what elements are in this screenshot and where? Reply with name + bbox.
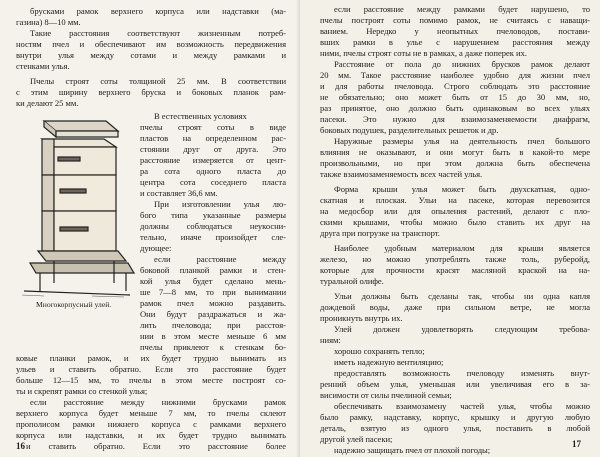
text-line: другой улей пасеки; xyxy=(320,434,393,444)
text-line: раз принятое, оно должно быть одинаковым во всех ульях xyxy=(320,103,590,113)
text-line: ковые планки рамок, и их будет трудно вынимать из xyxy=(16,353,286,363)
text-line: скатная и плоская. Ульи на пасеке, которая перевозится xyxy=(320,195,590,205)
text-line: корпуса или надставки, и их будет трудно вынимать xyxy=(16,430,286,440)
text-line: газина) 8—10 мм. xyxy=(16,17,81,27)
text-line: ра сота одного пласта до xyxy=(140,166,286,176)
text-line: также взаимозаменяемость всех частей улья. xyxy=(320,169,483,179)
text-line: и для работы пчеловода. Строго соблюдать это расстояние xyxy=(320,81,590,91)
text-line: деталь, взятую из одного улья, поставить в любой xyxy=(320,423,590,433)
text-line: на медосбор или для опыления растений, делают с пло- xyxy=(320,206,590,216)
text-line: если расстояние между нижними брусками рамок xyxy=(30,397,286,407)
text-line: Улей должен удовлетворять следующим требова- xyxy=(334,324,590,334)
text-line: и ставить обратно. Если это расстояние более xyxy=(26,441,286,451)
text-line: внутри улья между сотами и между рамками и xyxy=(16,50,286,60)
text-line: не обязательно; оно может быть от 15 до 30 мм, но, xyxy=(320,92,590,102)
text-line: кой улья будет сделано мень- xyxy=(140,276,286,286)
text-line: туральной олифе. xyxy=(320,276,384,286)
text-line: прополисом рамки нижнего корпуса с рамками верхнего xyxy=(16,419,286,429)
text-line: боковой планкой рамки и стен- xyxy=(140,265,286,275)
text-line: центра сота соседнего пласта xyxy=(140,177,286,187)
text-line: должны соблюдаться неукосни- xyxy=(140,221,286,231)
right-page xyxy=(300,0,600,457)
figure-caption: Многокорпусный улей. xyxy=(36,300,112,309)
text-line: лить пчеловода; при расстоя- xyxy=(140,320,286,330)
text-line: В естественных условиях xyxy=(154,111,247,121)
text-line: бого типа указанные размеры xyxy=(140,210,286,220)
text-line: обеспечивать взаимозамену частей улья, чтобы можно xyxy=(334,401,590,411)
text-line: ульев и ставить обратно. Если это расстояние будет xyxy=(16,364,286,374)
text-line: ше 7—8 мм, то при вынимании xyxy=(140,287,286,297)
text-line: ностям пчел и обеспечивают им возможность передвижения xyxy=(16,39,286,49)
text-line: которые для прочности красят масляной краской на на- xyxy=(320,265,590,275)
text-line: Наружные размеры улья на деятельность пчел большого xyxy=(334,136,590,146)
text-line: ки делают 25 мм. xyxy=(16,98,79,108)
text-line: пчелы строят соты в виде xyxy=(140,122,286,132)
text-line: больше 12—15 мм, то пчелы в этом месте построят со- xyxy=(16,375,286,385)
text-line: брусками рамок верхнего корпуса или надставки (ма- xyxy=(30,6,286,16)
text-line: проникнуть внутрь их. xyxy=(320,313,403,323)
text-line: пчелы построят соты помимо рамок, не считаясь с наващи- xyxy=(320,15,590,25)
text-line: рамок пчел можно раздавить. xyxy=(140,298,286,308)
text-line: предоставлять возможность пчеловоду изменять внут- xyxy=(334,368,590,378)
text-line: Они будут раздражаться и жа- xyxy=(140,309,286,319)
text-line: тельно, иначе произойдет сле- xyxy=(140,232,286,242)
text-line: стенками улья. xyxy=(16,61,70,71)
text-line: нии в этом месте меньше 6 мм xyxy=(140,331,286,341)
text-line: влияния не оказывают, и они могут быть в какой-то мере xyxy=(320,147,590,157)
text-line: ванием. Нередко у неопытных пчеловодов, постави- xyxy=(320,26,590,36)
text-line: стоянии друг от друга. Это xyxy=(140,144,286,154)
text-line: если расстояние между рамками будет нарушено, то xyxy=(334,4,590,14)
text-line: с этим ширину верхнего бруска и боковых планок рам- xyxy=(16,87,286,97)
text-line: если расстояние между xyxy=(154,254,286,264)
text-line: хорошо сохранять тепло; xyxy=(334,346,425,356)
page-number: 16 xyxy=(16,441,25,451)
text-line: ниям: xyxy=(320,335,341,345)
text-line: Форма крыши улья может быть двухскатная, одно- xyxy=(334,184,590,194)
text-line: друга при погрузке на транспорт. xyxy=(320,228,440,238)
text-line: Расстояние от пола до нижних брусков рамок делают xyxy=(334,59,590,69)
text-line: ты и скрепят рамки со стенкой улья; xyxy=(16,386,148,396)
text-line: было рамку, надставку, корпус, крышку и другую любую xyxy=(320,412,590,422)
text-line: дождевой воды, даже при сильном ветре, не могла xyxy=(320,302,590,312)
text-line: Ульи должны быть сделаны так, чтобы ни одна капля xyxy=(334,291,590,301)
text-line: железо, но можно употреблять также толь, руберойд, xyxy=(320,254,590,264)
text-line: висимости от силы пчелиной семьи; xyxy=(320,390,452,400)
beehive-illustration xyxy=(14,113,136,298)
text-line: надежно защищать пчел от плохой погоды; xyxy=(334,445,491,455)
text-line: иметь надежную вентиляцию; xyxy=(334,357,444,367)
text-line: и составляет 36,6 мм. xyxy=(140,188,218,198)
text-line: боковых подушек, разделительных решеток и др. xyxy=(320,125,499,135)
text-line: произвольными, но при этом должна быть обеспечена xyxy=(320,158,590,168)
text-line: вших рамки в улье с нарушением расстояния между xyxy=(320,37,590,47)
text-line: При изготовлении улья лю- xyxy=(154,199,286,209)
text-line: пластов на определенном рас- xyxy=(140,133,286,143)
text-line: верхнего корпуса будет меньше 7 мм, то пчелы склеют xyxy=(16,408,286,418)
text-line: Пчелы строят соты толщиной 25 мм. В соответствии xyxy=(30,76,286,86)
text-line: ренний объем улья, уменьшая или увеличивая его в за- xyxy=(320,379,590,389)
text-line: Такие расстояния соответствуют жизненным потреб- xyxy=(30,28,286,38)
text-line: дующее: xyxy=(140,243,172,253)
text-line: пасеки. Это нужно для взаимозаменяемости диафрагм, xyxy=(320,114,590,124)
page-number: 17 xyxy=(572,439,581,449)
text-line: расстояние измеряется от цент- xyxy=(140,155,286,165)
text-line: скими крышами, чтобы можно было ставить их друг на xyxy=(320,217,590,227)
text-line: ними, пчелы строят соты не в рамках, а даже поперек их. xyxy=(320,48,527,58)
text-line: Наиболее удобным материалом для крыши является xyxy=(334,243,590,253)
text-line: 20 мм. Такое расстояние наиболее удобно для жизни пчел xyxy=(320,70,590,80)
text-line: пчелы приклеют к стенкам бо- xyxy=(140,342,286,352)
